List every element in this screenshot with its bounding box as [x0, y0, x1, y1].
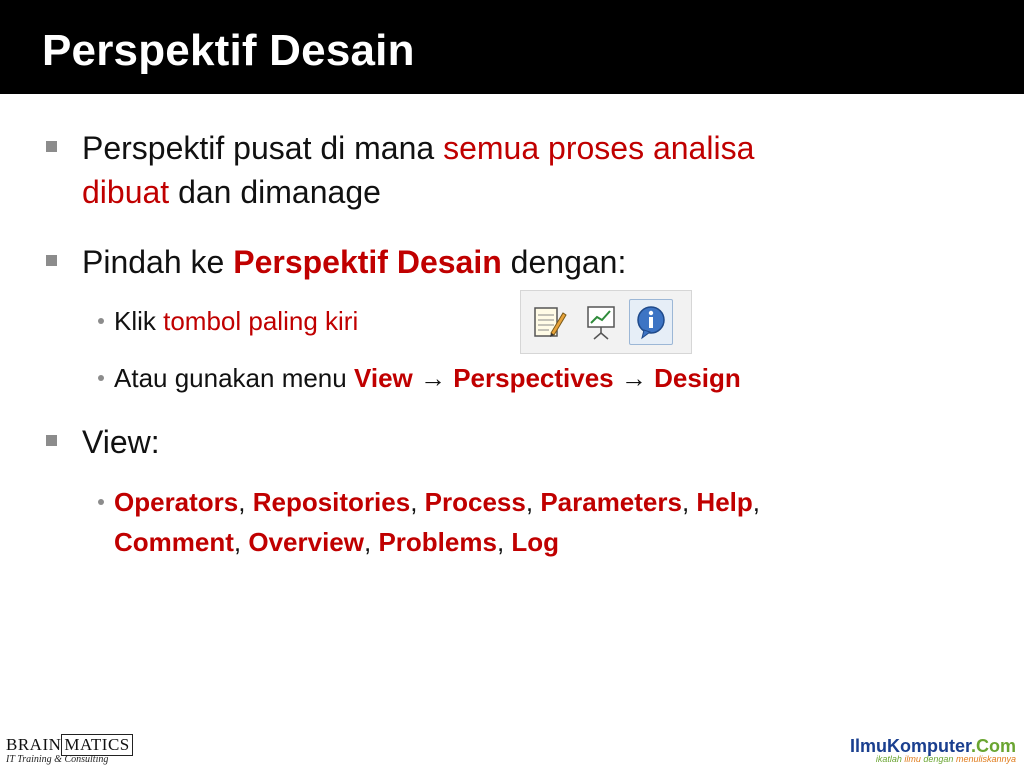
dot-bullet-icon	[98, 318, 104, 324]
dot-bullet-icon	[98, 499, 104, 505]
sub-bullet-atau-menu: Atau gunakan menu View → Perspectives → Design	[114, 363, 741, 393]
slide-title: Perspektif Desain	[42, 26, 415, 75]
brainmatics-logo: BRAIN MATICS IT Training & Consulting	[6, 734, 133, 765]
perspective-toolbar	[520, 290, 692, 354]
sub-bullet-klik: Klik tombol paling kiri	[114, 306, 359, 336]
bullet-perspektif-pusat: Perspektif pusat di mana semua proses analisa dibuat dan dimanage	[82, 130, 755, 210]
square-bullet-icon	[46, 141, 57, 152]
presentation-chart-icon[interactable]	[579, 299, 623, 345]
info-icon[interactable]	[629, 299, 673, 345]
sub-bullet-view-list: Operators, Repositories, Process, Parameters, Help, Comment, Overview, Problems, Log	[114, 487, 760, 557]
bullet-pindah-ke: Pindah ke Perspektif Desain dengan:	[82, 244, 627, 280]
bullet-view: View:	[82, 424, 160, 460]
notepad-icon[interactable]	[527, 299, 571, 345]
square-bullet-icon	[46, 255, 57, 266]
dot-bullet-icon	[98, 375, 104, 381]
ilmukomputer-logo: IlmuKomputer.Com ikatlah ilmu dengan menuliskannya	[849, 736, 1016, 764]
square-bullet-icon	[46, 435, 57, 446]
